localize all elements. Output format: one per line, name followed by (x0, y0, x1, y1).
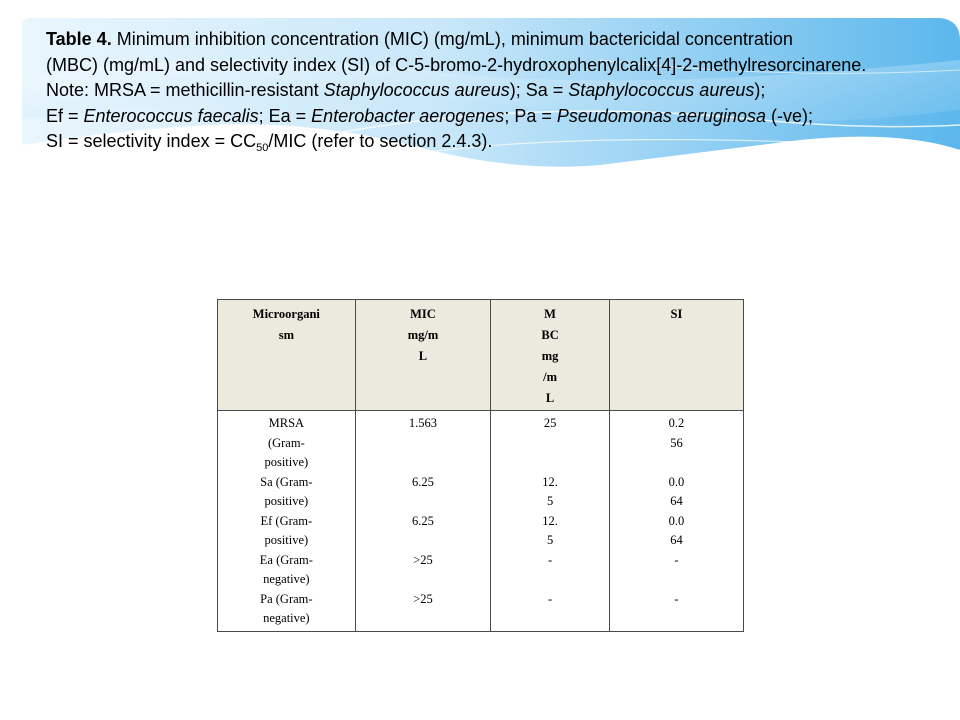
cell-line: MRSA (268, 416, 305, 430)
note-text: ); Sa = (509, 80, 569, 100)
cell-line (492, 453, 608, 473)
cell-mbc-values (491, 411, 610, 632)
cell-line: 12. (542, 513, 558, 528)
cell-line: 56 (670, 435, 683, 450)
note-text: Note: MRSA = methicillin-resistant (46, 80, 324, 100)
cell-line (357, 453, 490, 473)
cell-line (357, 570, 490, 590)
caption-title-text: Minimum inhibition concentration (MIC) (mg/mL), minimum bactericidal concentration (111, 29, 793, 49)
species-name: Pseudomonas aeruginosa (556, 105, 767, 126)
header-label-line: M (544, 307, 556, 321)
species-name: Staphylococcus aureus (323, 80, 510, 100)
table-label: Table 4. (46, 29, 112, 49)
header-label-line: sm (278, 328, 294, 342)
table-caption (46, 27, 960, 155)
cell-line: 25 (543, 416, 557, 430)
note-text: Ef = (46, 105, 84, 126)
cell-microorganisms (218, 411, 356, 632)
header-label (492, 304, 608, 409)
caption-line-4 (46, 104, 960, 130)
cell-line (492, 609, 608, 629)
cell-line: Sa (Gram- (260, 474, 313, 489)
cell-line: 64 (670, 533, 683, 547)
species-name: Staphylococcus aureus (568, 80, 755, 100)
cell-line: 6.25 (412, 474, 434, 489)
cell-line: Ea (Gram- (259, 552, 313, 567)
note-text: SI = selectivity index = CC (46, 131, 257, 151)
cell-line (492, 434, 608, 454)
mic-results-table (217, 299, 744, 632)
cell-line (357, 609, 490, 629)
header-microorganism (218, 300, 356, 411)
cell-line: positive) (264, 533, 309, 547)
cell-line: - (547, 591, 553, 606)
header-label-line: SI (670, 307, 683, 321)
cell-line: (Gram- (267, 435, 305, 450)
header-si (609, 300, 743, 411)
header-label-line: Microorgani (252, 307, 320, 321)
header-label-line: BC (541, 328, 559, 342)
cell-line: >25 (413, 591, 433, 606)
cell-line: - (674, 591, 679, 606)
cell-line: Pa (Gram- (260, 591, 313, 606)
header-label-line: /m (543, 370, 557, 384)
cell-line (357, 434, 490, 454)
header-label (611, 304, 742, 325)
cell-line: 12. (542, 474, 558, 489)
cell-si-values (609, 411, 743, 632)
cell-line (611, 570, 742, 590)
cell-line (611, 453, 742, 473)
cell-line: 0.2 (668, 416, 685, 430)
header-label-line: L (545, 391, 555, 405)
cell-line (357, 531, 490, 551)
note-text: ; Ea = (258, 105, 312, 126)
subscript-50: 50 (256, 142, 269, 154)
caption-line-1 (46, 27, 960, 53)
note-text: ); (754, 80, 766, 100)
table-row (218, 411, 744, 632)
cell-line (492, 570, 608, 590)
header-mic (355, 300, 491, 411)
cell-line: >25 (413, 552, 433, 567)
header-label-line: MIC (410, 307, 436, 321)
cell-line: 0.0 (668, 474, 685, 489)
header-label-line: mg (541, 349, 559, 363)
cell-line: Ef (Gram- (260, 513, 313, 528)
species-name: Enterobacter aerogenes (311, 105, 505, 126)
header-label-line: L (418, 349, 428, 363)
caption-line-5 (46, 129, 960, 155)
cell-line: 6.25 (412, 513, 434, 528)
cell-line (357, 492, 490, 512)
cell-line: positive) (264, 455, 309, 469)
cell-line: - (674, 552, 679, 567)
header-label (357, 304, 490, 367)
note-text: (-ve); (766, 105, 814, 126)
caption-line-3 (46, 78, 960, 104)
cell-line: 1.563 (408, 416, 438, 430)
cell-line: negative) (263, 611, 310, 625)
header-label-line: mg/m (407, 328, 439, 342)
note-text: /MIC (refer to section 2.4.3). (268, 131, 493, 151)
table-header-row (218, 300, 744, 411)
header-mbc (491, 300, 610, 411)
cell-line: positive) (264, 494, 309, 508)
cell-line: 0.0 (668, 513, 685, 528)
note-text: ; Pa = (504, 105, 557, 126)
cell-line: 5 (546, 533, 554, 547)
cell-line: negative) (263, 572, 310, 586)
cell-line: 64 (670, 494, 683, 508)
cell-line: - (547, 552, 553, 567)
cell-line: 5 (546, 494, 554, 508)
caption-line-2: (MBC) (mg/mL) and selectivity index (SI) of C-5-bromo-2-hydroxophenylcalix[4]-2-methylresorcinarene. (46, 54, 867, 75)
cell-line (611, 609, 742, 629)
species-name: Enterococcus faecalis (83, 105, 259, 126)
header-label (219, 304, 354, 346)
cell-mic-values (355, 411, 491, 632)
